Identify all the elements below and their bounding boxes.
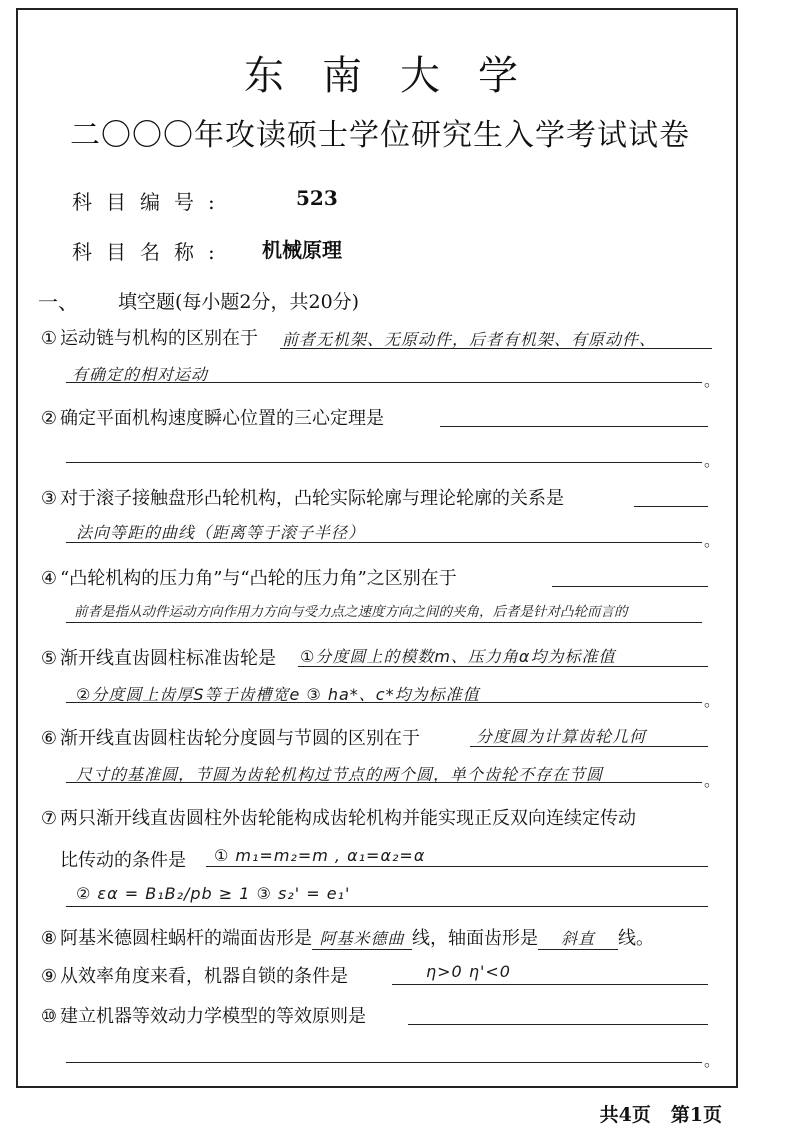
answer-line: [634, 506, 708, 507]
question-text: 确定平面机构速度瞬心位置的三心定理是: [60, 408, 384, 429]
question-text: 建立机器等效动力学模型的等效原则是: [60, 1006, 366, 1027]
answer-line: [440, 426, 708, 427]
period-mark: 。: [704, 531, 721, 550]
answer-line: [66, 462, 702, 463]
answer-line: [280, 348, 712, 349]
answer-line: [470, 746, 708, 747]
question-text-continued: 比传动的条件是: [60, 850, 186, 871]
question-number: ⑧: [40, 928, 58, 949]
handwritten-answer: 有确定的相对运动: [72, 365, 209, 384]
question-text: 阿基米德圆柱蜗杆的端面齿形是: [60, 928, 312, 949]
section-title: 填空题(每小题2分，共20分): [118, 291, 360, 313]
answer-line: [408, 1024, 708, 1025]
answer-line: [66, 702, 702, 703]
handwritten-answer: 前者无机架、无原动件，后者有机架、有原动件、: [282, 330, 657, 349]
answer-line: [66, 382, 702, 383]
question-text: 线。: [618, 928, 654, 949]
question-4: [38, 564, 457, 590]
handwritten-answer: 法向等距的曲线（距离等于滚子半径）: [76, 523, 366, 542]
handwritten-answer: ①分度圆上的模数m、压力角α均为标准值: [300, 647, 616, 666]
answer-line: [206, 866, 708, 867]
question-10: [38, 1002, 366, 1028]
subject-name-label: 科目名称:: [72, 240, 229, 264]
handwritten-answer: 斜直: [538, 926, 618, 950]
handwritten-answer: 前者是指从动件运动方向作用力方向与受力点之速度方向之间的夹角，后者是针对凸轮而言的: [74, 604, 628, 620]
handwritten-answer: 阿基米德曲: [312, 926, 412, 950]
handwritten-answer: ②分度圆上齿厚S等于齿槽宽e ③ ha*、c*均为标准值: [76, 685, 480, 704]
question-number: ②: [40, 408, 58, 429]
question-number: ⑨: [40, 966, 58, 987]
question-text: “凸轮机构的压力角”与“凸轮的压力角”之区别在于: [60, 568, 457, 589]
question-6: [38, 724, 420, 750]
subject-code-value: 523: [296, 186, 338, 210]
question-text: 从效率角度来看，机器自锁的条件是: [60, 966, 348, 987]
question-7: [38, 804, 636, 830]
page-footer: [600, 1100, 722, 1127]
period-mark: 。: [704, 691, 721, 710]
question-number: ⑦: [40, 808, 58, 829]
question-1: [38, 324, 258, 350]
subject-code-label: 科目编号:: [72, 190, 229, 214]
answer-line: [66, 782, 702, 783]
question-number: ⑩: [40, 1006, 58, 1027]
handwritten-answer: ① m₁=m₂=m , α₁=α₂=α: [214, 846, 426, 865]
question-9: [38, 962, 348, 988]
handwritten-answer: η>0 η'<0: [426, 962, 511, 981]
answer-line: [552, 586, 708, 587]
page-number: 第1页: [670, 1104, 722, 1126]
answer-line: [298, 666, 708, 667]
question-2: [38, 404, 384, 430]
period-mark: 。: [704, 1051, 721, 1070]
question-text: 线，轴面齿形是: [412, 928, 538, 949]
handwritten-answer: 分度圆为计算齿轮几何: [476, 727, 647, 746]
question-text: 渐开线直齿圆柱标准齿轮是: [60, 648, 276, 669]
section-number: 一、: [38, 290, 78, 314]
question-number: ①: [40, 328, 58, 349]
handwritten-answer: ② εα = B₁B₂/pb ≥ 1 ③ s₂' = e₁': [76, 884, 351, 903]
answer-line: [66, 1062, 702, 1063]
question-text: 运动链与机构的区别在于: [60, 328, 258, 349]
answer-line: [66, 542, 702, 543]
period-mark: 。: [704, 371, 721, 390]
question-8: [38, 924, 654, 950]
question-text: 渐开线直齿圆柱齿轮分度圆与节圆的区别在于: [60, 728, 420, 749]
answer-line: [66, 622, 702, 623]
answer-line: [66, 906, 708, 907]
exam-title: 二〇〇〇年攻读硕士学位研究生入学考试试卷: [70, 118, 690, 153]
question-number: ④: [40, 568, 58, 589]
question-text: 对于滚子接触盘形凸轮机构，凸轮实际轮廓与理论轮廓的关系是: [60, 488, 564, 509]
question-5: [38, 644, 276, 670]
question-number: ⑥: [40, 728, 58, 749]
handwritten-answer: 尺寸的基准圆，节圆为齿轮机构过节点的两个圆，单个齿轮不存在节圆: [76, 765, 604, 784]
question-number: ③: [40, 488, 58, 509]
university-title: 东南大学: [244, 53, 556, 99]
subject-name-value: 机械原理: [262, 238, 342, 262]
period-mark: 。: [704, 451, 721, 470]
question-text: 两只渐开线直齿圆柱外齿轮能构成齿轮机构并能实现正反双向连续定传动: [60, 808, 636, 829]
answer-line: [392, 984, 708, 985]
total-pages: 共4页: [599, 1104, 651, 1126]
question-3: [38, 484, 564, 510]
question-number: ⑤: [40, 648, 58, 669]
period-mark: 。: [704, 771, 721, 790]
